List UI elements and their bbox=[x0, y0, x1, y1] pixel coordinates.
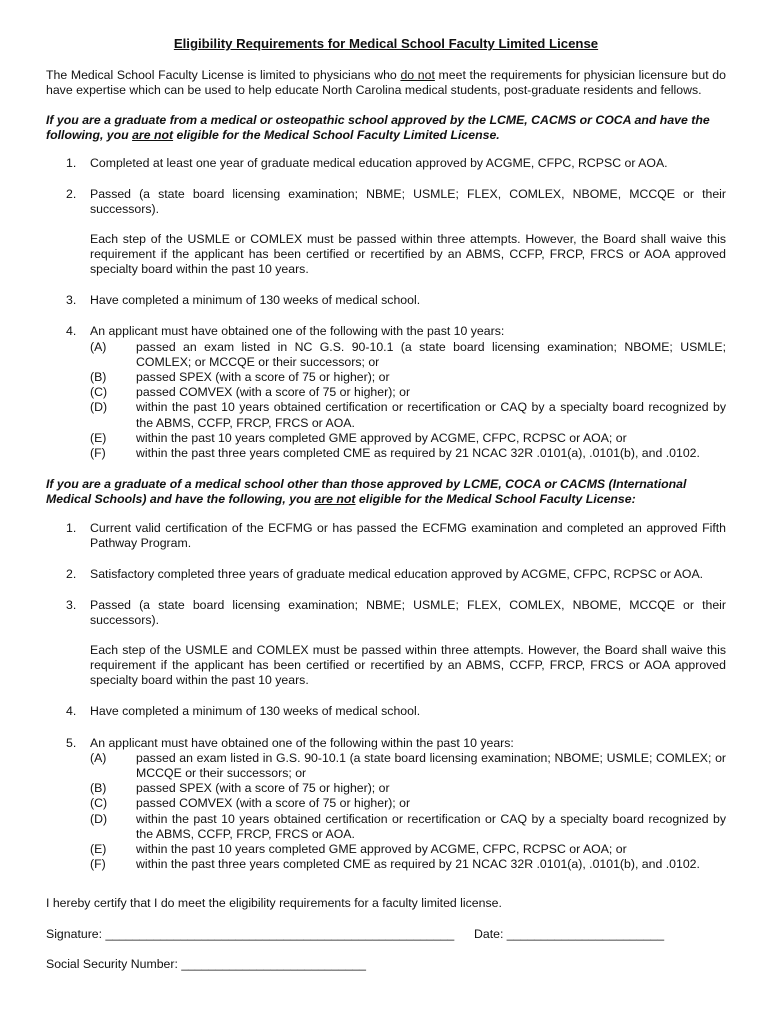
intro-before: The Medical School Faculty License is limited to physicians who bbox=[46, 68, 401, 83]
sub-item bbox=[90, 812, 726, 842]
sub-item bbox=[90, 857, 726, 872]
sub-letter: (E) bbox=[90, 841, 107, 856]
section2-heading-underlined: are not bbox=[314, 492, 356, 507]
item-note: Each step of the USMLE and COMLEX must be passed within three attempts. However, the Board shall waive this requirement if the applicant has been certified or recertified by an ABMS, CCFP, FRCP, FRCS or AOA approved specialty board within the past 10 years. bbox=[90, 642, 726, 688]
sub-text: within the past 10 years completed GME approved by ACGME, CFPC, RCPSC or AOA; or bbox=[136, 841, 627, 856]
item-text: Current valid certification of the ECFMG or has passed the ECFMG examination and completed an approved Fifth Pathway Program. bbox=[90, 520, 726, 550]
sub-item bbox=[90, 431, 726, 446]
section1-item bbox=[46, 293, 726, 308]
sub-text: passed an exam listed in G.S. 90-10.1 (a state board licensing examination; NBOME; USMLE; COMLEX; or MCCQE or their successors; or bbox=[136, 750, 726, 780]
date-field[interactable]: Date: _______________________ bbox=[474, 926, 665, 941]
document-page bbox=[46, 36, 726, 972]
item-number: 1. bbox=[66, 156, 77, 171]
certification-statement: I hereby certify that I do meet the eligibility requirements for a faculty limited license. bbox=[46, 896, 502, 911]
item-text: Have completed a minimum of 130 weeks of medical school. bbox=[90, 704, 421, 719]
section2-item bbox=[46, 521, 726, 551]
section2-heading bbox=[46, 477, 726, 507]
sub-item bbox=[90, 340, 726, 370]
sub-item bbox=[90, 446, 726, 461]
item-text: Have completed a minimum of 130 weeks of medical school. bbox=[90, 293, 421, 308]
sub-letter: (A) bbox=[90, 750, 107, 765]
sub-list bbox=[90, 751, 726, 873]
sub-text: within the past 10 years obtained certification or recertification or CAQ by a specialty board recognized by the ABMS, CCFP, FRCP, FRCS or AOA. bbox=[136, 400, 726, 430]
sub-text: within the past three years completed CME as required by 21 NCAC 32R .0101(a), .0101(b), and .0102. bbox=[136, 857, 700, 872]
sub-text: within the past 10 years completed GME approved by ACGME, CFPC, RCPSC or AOA; or bbox=[136, 430, 627, 445]
item-text: Passed (a state board licensing examination; NBME; USMLE; FLEX, COMLEX, NBOME, MCCQE or their successors). bbox=[90, 598, 726, 628]
section1-item bbox=[46, 156, 726, 171]
item-number: 4. bbox=[66, 324, 77, 339]
section1-item bbox=[46, 324, 726, 461]
item-number: 3. bbox=[66, 293, 77, 308]
document-title: Eligibility Requirements for Medical School Faculty Limited License bbox=[173, 36, 599, 51]
sub-text: passed an exam listed in NC G.S. 90-10.1 (a state board licensing examination; NBOME; USMLE; COMLEX; or MCCQE or their successors; or bbox=[136, 339, 726, 369]
item-number: 5. bbox=[66, 735, 77, 750]
item-text: Satisfactory completed three years of graduate medical education approved by ACGME, CFPC, RCPSC or AOA. bbox=[90, 567, 704, 582]
sub-text: passed SPEX (with a score of 75 or higher); or bbox=[136, 370, 390, 385]
sub-letter: (B) bbox=[90, 370, 107, 385]
sub-text: passed COMVEX (with a score of 75 or higher); or bbox=[136, 796, 411, 811]
intro-after: meet the requirements for physician licensure but do have expertise which can be used to help educate North Carolina medical students, post-graduate residents and fellows. bbox=[46, 68, 726, 98]
section2-item bbox=[46, 598, 726, 688]
sub-letter: (F) bbox=[90, 857, 106, 872]
item-text: Completed at least one year of graduate medical education approved by ACGME, CFPC, RCPSC or AOA. bbox=[90, 156, 668, 171]
section1-heading-after: eligible for the Medical School Faculty Limited License. bbox=[173, 127, 500, 142]
section2-item bbox=[46, 567, 726, 582]
section2-list bbox=[46, 521, 726, 873]
item-note: Each step of the USMLE or COMLEX must be passed within three attempts. However, the Board shall waive this requirement if the applicant has been certified or recertified by an ABMS, CCFP, FRCP, FRCS or AOA approved specialty board within the past 10 years. bbox=[90, 231, 726, 277]
sub-item bbox=[90, 385, 726, 400]
sub-item bbox=[90, 781, 726, 796]
sub-item bbox=[90, 400, 726, 430]
sub-letter: (D) bbox=[90, 811, 108, 826]
sub-item bbox=[90, 751, 726, 781]
sub-letter: (D) bbox=[90, 400, 108, 415]
signature-field[interactable]: Signature: ___________________________________________________ bbox=[46, 926, 455, 941]
item-text: An applicant must have obtained one of the following within the past 10 years: bbox=[90, 735, 514, 750]
sub-letter: (E) bbox=[90, 430, 107, 445]
sub-text: passed COMVEX (with a score of 75 or higher); or bbox=[136, 385, 411, 400]
item-text: An applicant must have obtained one of the following with the past 10 years: bbox=[90, 324, 505, 339]
item-number: 3. bbox=[66, 598, 77, 613]
section1-list bbox=[46, 156, 726, 461]
sub-list bbox=[90, 340, 726, 462]
sub-letter: (F) bbox=[90, 446, 106, 461]
item-number: 1. bbox=[66, 520, 77, 535]
signature-row bbox=[46, 927, 726, 942]
item-number: 4. bbox=[66, 704, 77, 719]
sub-letter: (C) bbox=[90, 796, 108, 811]
ssn-field[interactable]: Social Security Number: ___________________________ bbox=[46, 956, 366, 971]
section2-item bbox=[46, 736, 726, 873]
sub-letter: (A) bbox=[90, 339, 107, 354]
section1-item bbox=[46, 187, 726, 277]
section2-heading-after: eligible for the Medical School Faculty License: bbox=[355, 492, 636, 507]
sub-item bbox=[90, 370, 726, 385]
item-number: 2. bbox=[66, 187, 77, 202]
section1-heading-before: If you are a graduate from a medical or osteopathic school approved by the LCME, CACMS or COCA and have the following, you bbox=[46, 112, 710, 142]
sub-letter: (C) bbox=[90, 385, 108, 400]
section2-item bbox=[46, 704, 726, 719]
item-number: 2. bbox=[66, 567, 77, 582]
sub-text: within the past 10 years obtained certification or recertification or CAQ by a specialty board recognized by the ABMS, CCFP, FRCP, FRCS or AOA. bbox=[136, 811, 726, 841]
intro-paragraph bbox=[46, 68, 726, 98]
intro-underlined: do not bbox=[400, 68, 435, 83]
section1-heading-underlined: are not bbox=[132, 127, 174, 142]
section2-heading-before: If you are a graduate of a medical school other than those approved by LCME, COCA or CACMS (International Medical Schools) and have the following, you bbox=[46, 477, 687, 507]
sub-letter: (B) bbox=[90, 781, 107, 796]
sub-item bbox=[90, 796, 726, 811]
sub-text: within the past three years completed CME as required by 21 NCAC 32R .0101(a), .0101(b), and .0102. bbox=[136, 446, 700, 461]
sub-text: passed SPEX (with a score of 75 or higher); or bbox=[136, 781, 390, 796]
item-text: Passed (a state board licensing examination; NBME; USMLE; FLEX, COMLEX, NBOME, MCCQE or their successors). bbox=[90, 187, 726, 217]
sub-item bbox=[90, 842, 726, 857]
section1-heading bbox=[46, 113, 726, 143]
